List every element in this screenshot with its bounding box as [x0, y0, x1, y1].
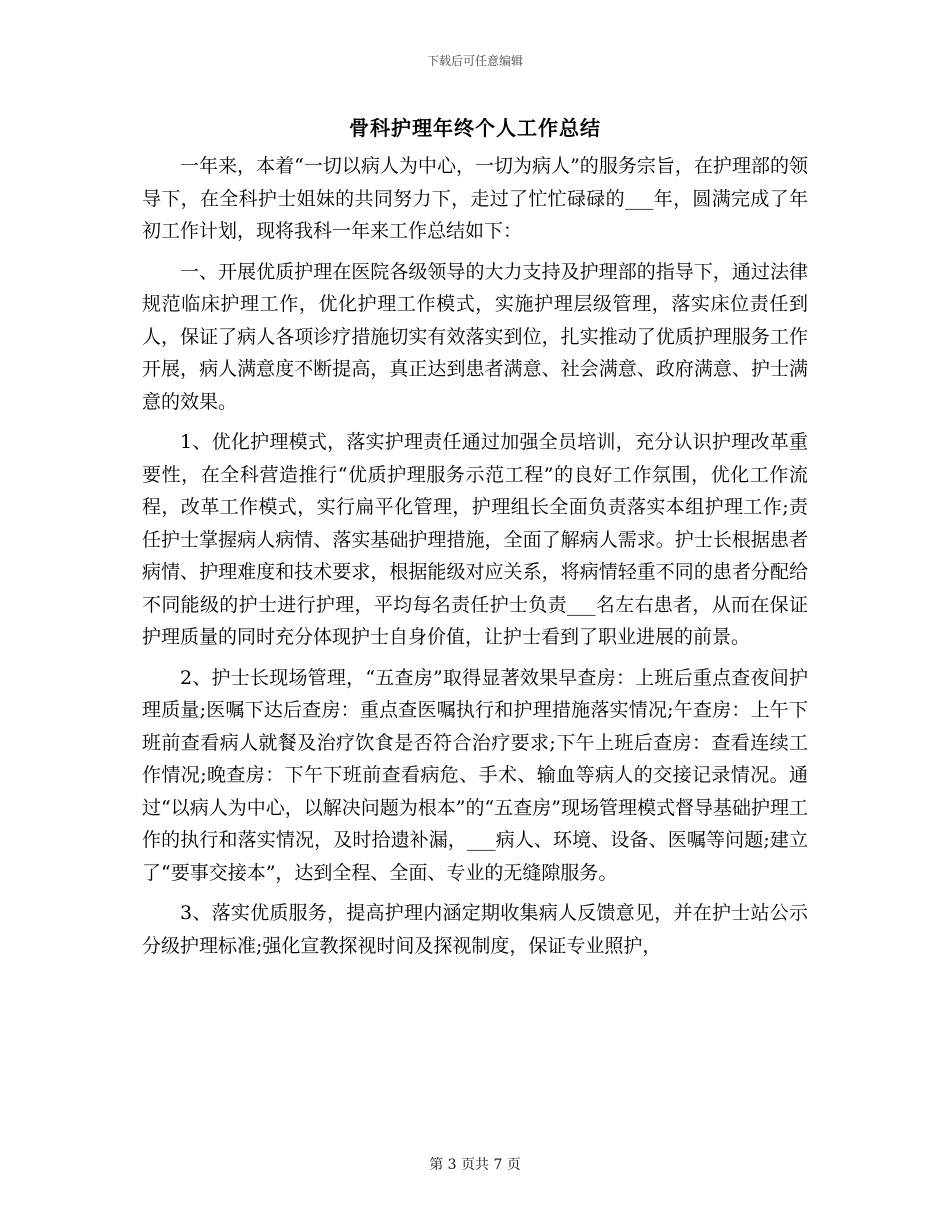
paragraph-section-1: 一、开展优质护理在医院各级领导的大力支持及护理部的指导下，通过法律规范临床护理工作，优化护理工作模式，实施护理层级管理，落实床位责任到人，保证了病人各项诊疗措施切实有效落实到位，扎实推动了优质护理服务工作开展，病人满意度不断提高，真正达到患者满意、社会满意、政府满意、护士满意的效果。	[142, 260, 808, 413]
document-title: 骨科护理年终个人工作总结	[349, 116, 601, 140]
header-note: 下载后可任意编辑	[426, 54, 523, 68]
paragraph-item-2: 2、护士长现场管理，“五查房”取得显著效果早查房：上班后重点查夜间护理质量;医嘱下达后查房：重点查医嘱执行和护理措施落实情况;午查房：上午下班前查看病人就餐及治疗饮食是否符合治疗要求;下午上班后查房：查看连续工作情况;晚查房：下午下班前查看病危、手术、输血等病人的交接记录情况。通过“以病人为中心，以解决问题为根本”的“五查房”现场管理模式督导基础护理工作的执行和落实情况，及时拾遗补漏，___病人、环境、设备、医嘱等问题;建立了“要事交接本”，达到全程、全面、专业的无缝隙服务。	[142, 666, 808, 884]
paragraph-item-1: 1、优化护理模式，落实护理责任通过加强全员培训，充分认识护理改革重要性，在全科营造推行“优质护理服务示范工程”的良好工作氛围，优化工作流程，改革工作模式，实行扁平化管理，护理组长全面负责落实本组护理工作;责任护士掌握病人病情、落实基础护理措施，全面了解病人需求。护士长根据患者病情、护理难度和技术要求，根据能级对应关系，将病情轻重不同的患者分配给不同能级的护士进行护理，平均每名责任护士负责___名左右患者，从而在保证护理质量的同时充分体现护士自身价值，让护士看到了职业进展的前景。	[142, 431, 808, 648]
page-number: 第 3 页共 7 页	[429, 1157, 521, 1173]
paragraph-item-3: 3、落实优质服务，提高护理内涵定期收集病人反馈意见，并在护士站公示分级护理标准;强化宣教探视时间及探视制度，保证专业照护，	[142, 902, 808, 957]
document-body	[142, 150, 808, 970]
paragraph-intro: 一年来，本着“一切以病人为中心，一切为病人”的服务宗旨，在护理部的领导下，在全科护士姐妹的共同努力下，走过了忙忙碌碌的___年，圆满完成了年初工作计划，现将我科一年来工作总结如下：	[142, 155, 808, 242]
